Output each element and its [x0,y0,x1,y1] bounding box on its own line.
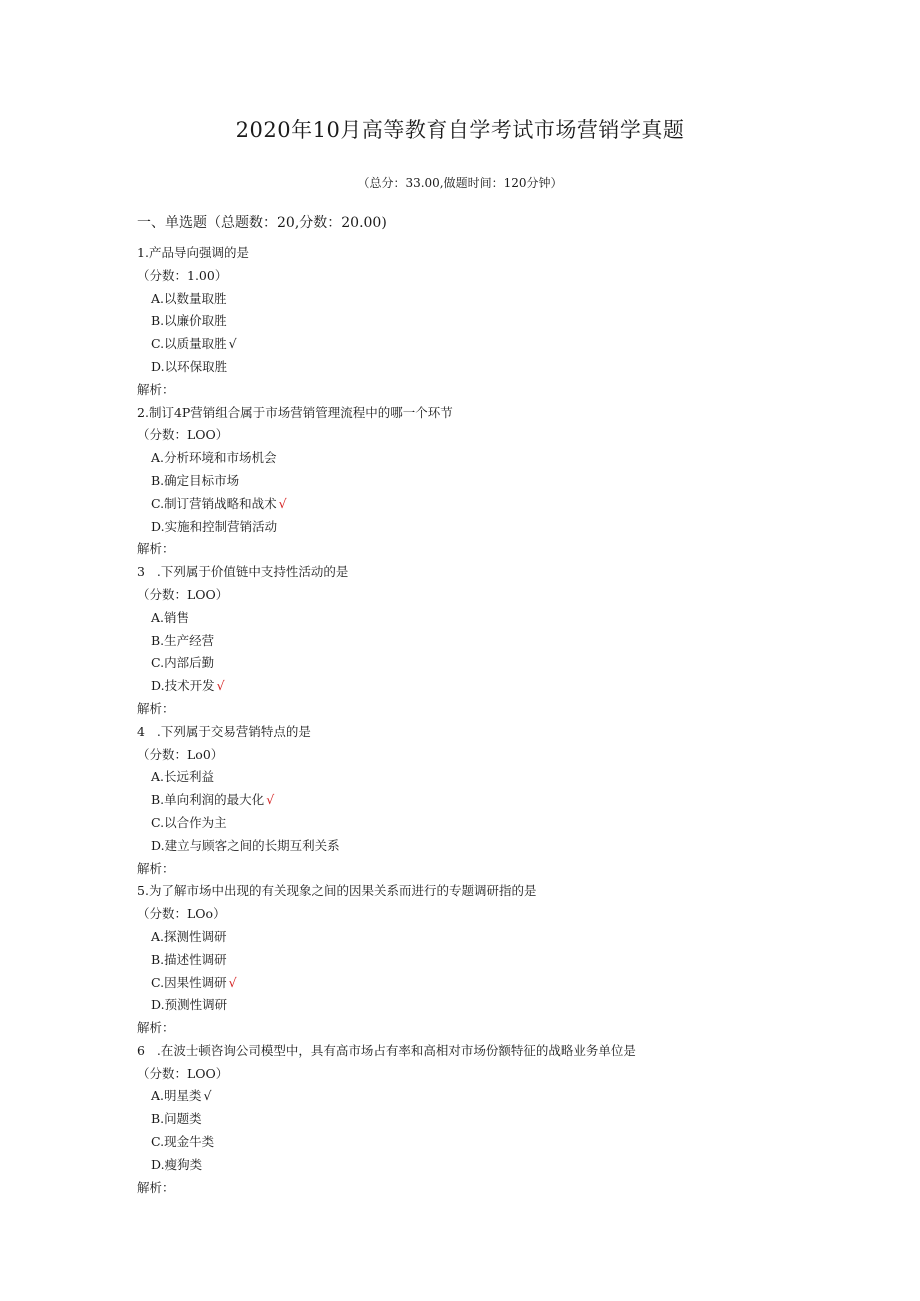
question-6-option-a: A.明星类 √ [151,1088,212,1104]
question-2-option-b: B.确定目标市场 [151,472,240,488]
question-number: 1. [137,245,149,260]
check-mark-icon: √ [228,974,237,990]
question-2-option-c: C.制订营销战略和战术 √ [151,495,287,511]
check-mark-icon: √ [266,792,275,808]
question-5-option-a: A.探测性调研 [151,928,227,944]
question-4-option-b: B.单向利润的最大化 √ [151,792,275,808]
question-1-option-d: D.以环保取胜 [151,358,228,374]
question-1-analysis: 解析： [137,381,175,397]
question-3-option-d: D.技术开发 √ [151,678,225,694]
question-text: 为了解市场中出现的有关现象之间的因果关系而进行的专题调研指的是 [148,883,537,899]
question-2-analysis: 解析： [137,541,175,557]
check-mark-icon: √ [228,336,237,352]
question-2-option-a: A.分析环境和市场机会 [151,450,277,466]
question-4-analysis: 解析： [137,860,175,876]
question-6-option-b: B.问题类 [151,1111,202,1127]
question-5-analysis: 解析： [137,1020,175,1036]
question-2-score: （分数：LOO） [137,427,229,443]
question-1-stem [137,242,837,265]
question-5-option-c: C.因果性调研 √ [151,974,237,990]
question-4-option-c: C.以合作为主 [151,814,227,830]
question-number: 2. [137,404,149,420]
question-3-option-a: A.销售 [151,609,190,625]
question-5-option-d: D.预测性调研 [151,997,228,1013]
question-6-analysis: 解析： [137,1179,175,1195]
question-1-option-b: B.以廉价取胜 [151,313,227,329]
question-5-score: （分数：LOo） [137,906,226,922]
question-1-score: （分数：1.00） [137,267,228,283]
question-4-score: （分数：Lo0） [137,746,224,762]
question-3-stem [137,561,837,584]
check-mark-icon: √ [278,495,287,511]
question-number: 5. [137,883,149,899]
question-5-stem [137,880,837,903]
question-text: 下列属于交易营销特点的是 [160,723,311,739]
question-text: 在波士顿咨询公司模型中，具有高市场占有率和高相对市场份额特征的战略业务单位是 [160,1042,636,1058]
question-number: 4 . [137,723,161,739]
question-1-option-a: A.以数量取胜 [151,290,227,306]
question-5-option-b: B.描述性调研 [151,951,227,967]
question-text: 产品导向强调的是 [148,245,249,260]
question-3-analysis: 解析： [137,700,175,716]
question-6-option-d: D.瘦狗类 [151,1156,203,1172]
exam-summary: （总分：33.00,做题时间：120分钟） [357,176,563,190]
question-text: 下列属于价值链中支持性活动的是 [160,564,349,580]
section-heading: 一、单选题（总题数：20,分数：20.00) [137,215,387,231]
question-4-option-a: A.长远利益 [151,769,215,785]
question-2-option-d: D.实施和控制营销活动 [151,518,278,534]
question-4-stem [137,721,837,744]
question-text: 制订4P营销组合属于市场营销管理流程中的哪一个环节 [148,404,453,420]
question-6-score: （分数：LOO） [137,1065,229,1081]
page-title: 2020年10月高等教育自学考试市场营销学真题 [235,118,685,142]
question-4-option-d: D.建立与顾客之间的长期互利关系 [151,837,340,853]
question-6-option-c: C.现金牛类 [151,1134,215,1150]
check-mark-icon: √ [203,1088,212,1104]
question-3-option-c: C.内部后勤 [151,655,215,671]
question-2-stem [137,402,837,425]
check-mark-icon: √ [216,678,225,694]
question-1-option-c: C.以质量取胜 √ [151,336,237,352]
question-number: 3 . [137,564,161,580]
question-list [137,242,837,1199]
question-number: 6 . [137,1042,161,1058]
question-6-stem [137,1040,837,1063]
question-3-score: （分数：LOO） [137,586,229,602]
question-3-option-b: B.生产经营 [151,632,215,648]
